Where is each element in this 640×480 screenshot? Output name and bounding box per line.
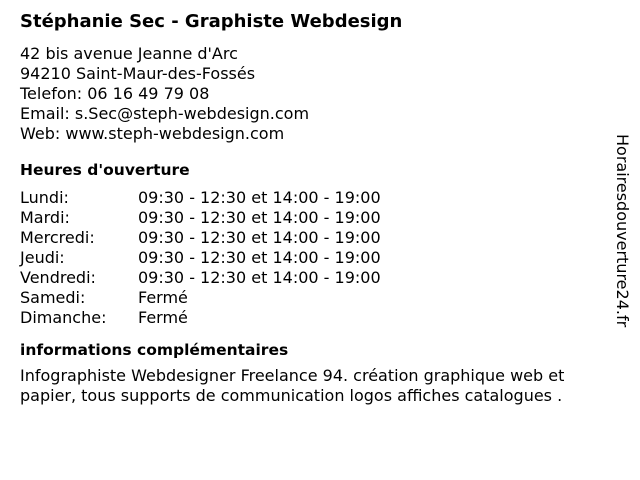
day-label: Mardi: — [20, 208, 70, 227]
day-label: Jeudi: — [20, 248, 65, 267]
hours-row-sunday — [20, 308, 610, 328]
info-text: Infographiste Webdesigner Freelance 94. création graphique web et papier, tous supports de communication logos affiches catalogues . — [20, 366, 565, 405]
hours-row-tuesday — [20, 208, 610, 228]
hours-row-monday — [20, 188, 610, 208]
hours-table — [20, 188, 610, 328]
day-hours: 09:30 - 12:30 et 14:00 - 19:00 — [138, 208, 381, 227]
street-address: 42 bis avenue Jeanne d'Arc — [20, 44, 238, 63]
email-address: Email: s.Sec@steph-webdesign.com — [20, 104, 310, 123]
watermark-text: Horairesdouverture24.fr — [613, 134, 632, 328]
hours-row-saturday — [20, 288, 610, 308]
day-label: Dimanche: — [20, 308, 107, 327]
address-block — [20, 44, 610, 144]
day-hours: 09:30 - 12:30 et 14:00 - 19:00 — [138, 248, 381, 267]
hours-row-thursday — [20, 248, 610, 268]
day-hours: Fermé — [138, 308, 188, 327]
hours-heading: Heures d'ouverture — [20, 161, 190, 179]
hours-row-friday — [20, 268, 610, 288]
business-title: Stéphanie Sec - Graphiste Webdesign — [20, 11, 403, 32]
day-label: Samedi: — [20, 288, 86, 307]
day-hours: 09:30 - 12:30 et 14:00 - 19:00 — [138, 188, 381, 207]
info-heading: informations complémentaires — [20, 341, 289, 359]
day-hours: 09:30 - 12:30 et 14:00 - 19:00 — [138, 268, 381, 287]
website-address: Web: www.steph-webdesign.com — [20, 124, 285, 143]
day-label: Lundi: — [20, 188, 69, 207]
hours-row-wednesday — [20, 228, 610, 248]
day-label: Mercredi: — [20, 228, 95, 247]
day-hours: Fermé — [138, 288, 188, 307]
day-label: Vendredi: — [20, 268, 96, 287]
phone-number: Telefon: 06 16 49 79 08 — [20, 84, 210, 103]
city-address: 94210 Saint-Maur-des-Fossés — [20, 64, 256, 83]
business-card — [20, 10, 610, 406]
day-hours: 09:30 - 12:30 et 14:00 - 19:00 — [138, 228, 381, 247]
